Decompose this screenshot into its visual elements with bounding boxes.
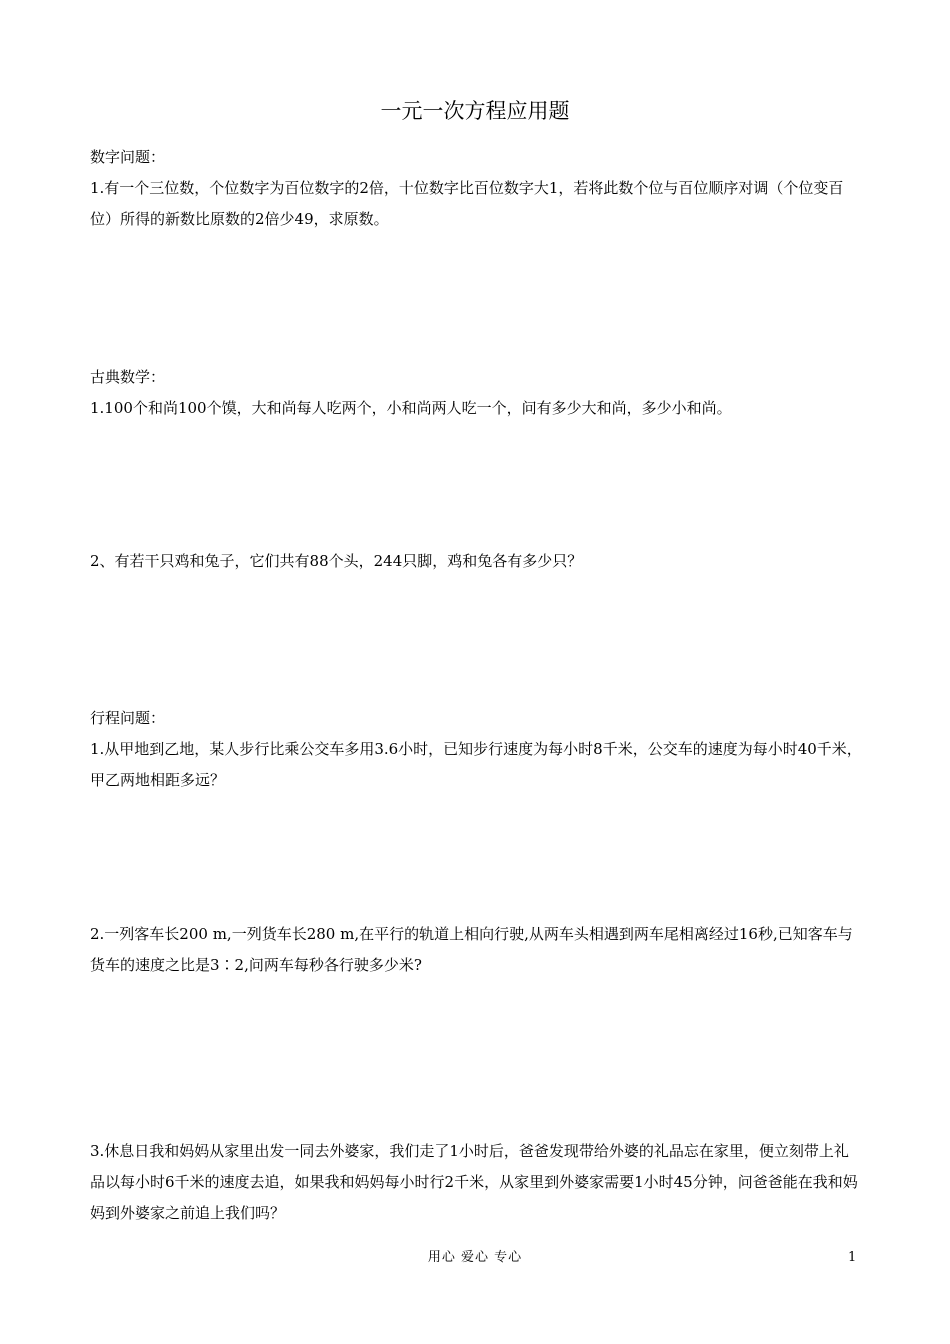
section-heading-travel-problems: 行程问题： bbox=[90, 709, 166, 727]
page-title: 一元一次方程应用题 bbox=[380, 99, 570, 123]
footer-text: 用心 爱心 专心 bbox=[427, 1250, 523, 1265]
page-number: 1 bbox=[848, 1250, 857, 1265]
problem-classical-2: 2、有若干只鸡和兔子，它们共有88个头，244只脚，鸡和兔各有多少只？ bbox=[90, 552, 583, 570]
problem-number-1: 1.有一个三位数，个位数字为百位数字的2倍，十位数字比百位数字大1，若将此数个位与百位顺序对调（个位变百位）所得的新数比原数的2倍少49，求原数。 bbox=[90, 179, 844, 228]
problem-travel-2: 2.一列客车长200 m,一列货车长280 m,在平行的轨道上相向行驶,从两车头相遇到两车尾相离经过16秒,已知客车与货车的速度之比是3∶2,问两车每秒各行驶多少米? bbox=[90, 925, 853, 974]
problem-classical-1: 1.100个和尚100个馍，大和尚每人吃两个，小和尚两人吃一个，问有多少大和尚，多少小和尚。 bbox=[90, 399, 732, 417]
section-heading-classical-math: 古典数学： bbox=[90, 368, 166, 386]
section-heading-number-problems: 数字问题： bbox=[90, 148, 166, 166]
problem-travel-3: 3.休息日我和妈妈从家里出发一同去外婆家，我们走了1小时后，爸爸发现带给外婆的礼品忘在家里，便立刻带上礼品以每小时6千米的速度去追，如果我和妈妈每小时行2千米，从家里到外婆家需要1小时45分钟，问爸爸能在我和妈妈到外婆家之前追上我们吗？ bbox=[90, 1142, 858, 1222]
problem-travel-1: 1.从甲地到乙地，某人步行比乘公交车多用3.6小时，已知步行速度为每小时8千米，公交车的速度为每小时40千米，甲乙两地相距多远？ bbox=[90, 740, 862, 789]
